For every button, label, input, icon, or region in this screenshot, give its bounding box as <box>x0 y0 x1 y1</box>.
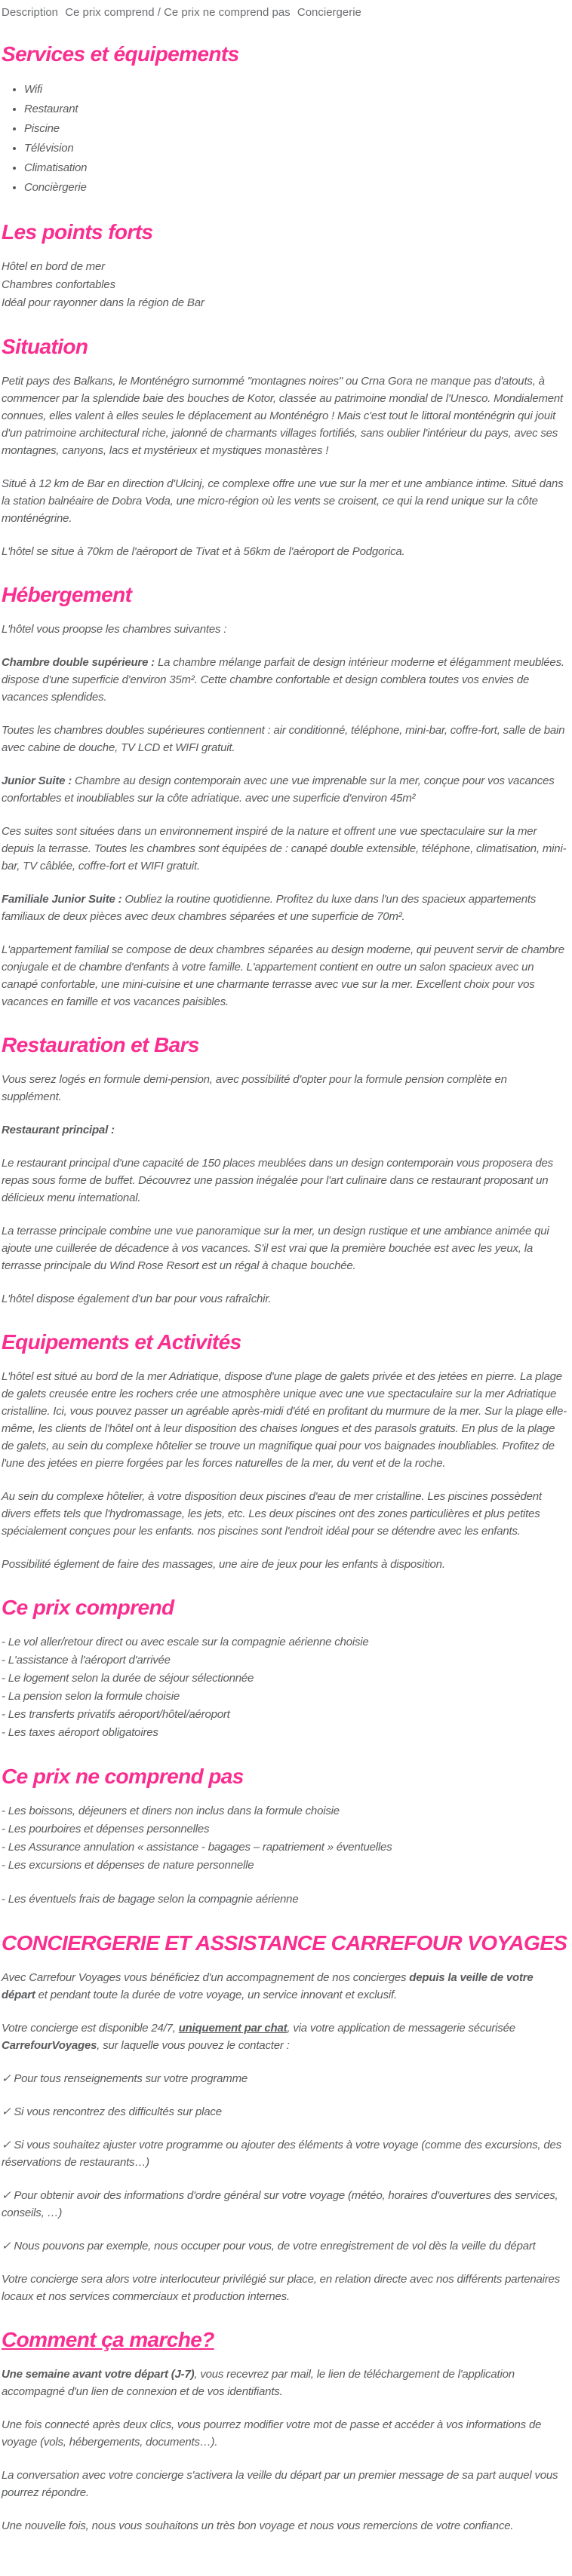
text-run: Une semaine avant votre départ (J-7) <box>2 2368 195 2381</box>
text-run: L'hôtel est situé au bord de la mer Adriatique, dispose d'une plage de galets privée et des jetées en pierre. La plage de galets creusée entre les rochers crée une atmosphère unique avec une vue spectaculaire sur la mer Adriatique cristalline. Ici, vous pouvez passer un agréable après-midi d'été en profitant du murmure de la mer. Sur la plage elle-même, les clients de l'hôtel ont à leur disposition des chaises longues et des parasols gratuits. En plus de la plage de galets, au sein du complexe hôtelier se trouve un magnifique quai pour vos baignades inoubliables. Profitez de l'une des jetées en pierre forgées par les forces naturelles de la mer, du vent et de la roche. <box>2 1370 567 1470</box>
paragraph <box>2 823 567 875</box>
section-heading: Ce prix comprend <box>2 1596 174 1619</box>
paragraph <box>2 1556 567 1573</box>
text-run: L'hôtel vous proopse les chambres suivantes : <box>2 623 227 636</box>
text-line: - Les éventuels frais de bagage selon la compagnie aérienne <box>2 1893 299 1906</box>
text-run: Situé à 12 km de Bar en direction d'Ulcinj, ce complexe offre une vue sur la mer et une ambiance intime. Situé dans la station balnéaire de Dobra Voda, une micro-région où les vents se croisent, ce qui la rend unique sur la côte monténégrine. <box>2 477 564 525</box>
paragraph <box>2 891 567 925</box>
text-run: Junior Suite : <box>2 774 72 787</box>
text-run: Chambre double supérieure : <box>2 656 155 669</box>
text-run: Une fois connecté après deux clics, vous pourrez modifier votre mot de passe et accéder à vos informations de voyage (vols, hébergements, documents…). <box>2 2418 542 2449</box>
bullet-item: • Restaurant <box>24 100 567 119</box>
paragraph <box>2 2019 567 2054</box>
paragraph <box>2 621 567 638</box>
line-group <box>2 1633 567 1742</box>
text-run: , vous recevrez par mail, le lien de téléchargement de l'application accompagné d'un lien de connexion et de vos identifiants. <box>2 2368 515 2398</box>
paragraph <box>2 475 567 527</box>
text-line: - L'assistance à l'aéroport d'arrivée <box>2 1654 171 1667</box>
paragraph <box>2 373 567 459</box>
text-line: - Les pourboires et dépenses personnelles <box>2 1823 210 1835</box>
text-run: Toutes les chambres doubles supérieures contiennent : air conditionné, téléphone, mini-bar, coffre-fort, salle de bain avec cabine de douche, TV LCD et WIFI gratuit. <box>2 724 565 754</box>
bullet-item: • Piscine <box>24 119 567 139</box>
text-line: - Les taxes aéroport obligatoires <box>2 1726 158 1739</box>
text-line: - Les transferts privatifs aéroport/hôtel/aéroport <box>2 1708 230 1721</box>
paragraph <box>2 2416 567 2451</box>
text-run: , via votre application de messagerie sécurisée <box>287 2022 515 2035</box>
text-run: L'hôtel dispose également d'un bar pour vous rafraîchir. <box>2 1293 272 1305</box>
text-run: Ces suites sont situées dans un environnement inspiré de la nature et offrent une vue spectaculaire sur la mer depuis la terrasse. Toutes les chambres sont équipées de : canapé double extensible, téléphone, climatisation, mini-bar, TV câblée, coffre-fort et WIFI gratuit. <box>2 825 567 872</box>
paragraph <box>2 1071 567 1106</box>
text-run: , sur laquelle vous pouvez le contacter : <box>97 2039 290 2052</box>
text-line: - Les boissons, déjeuners et diners non inclus dans la formule choisie <box>2 1805 340 1817</box>
text-run: ✓ Nous pouvons par exemple, nous occuper pour vous, de votre enregistrement de vol dès la veille du départ <box>2 2240 536 2252</box>
tab-description[interactable]: Description <box>2 6 59 19</box>
paragraph <box>2 1368 567 1472</box>
paragraph <box>2 1121 567 1139</box>
section-heading: Services et équipements <box>2 42 239 66</box>
text-line: - Les excursions et dépenses de nature personnelle <box>2 1859 254 1872</box>
section-heading: Equipements et Activités <box>2 1330 241 1354</box>
text-run: ✓ Si vous souhaitez ajuster votre programme ou ajouter des éléments à votre voyage (comme des excursions, des réservations de restaurants…) <box>2 2139 561 2169</box>
section-heading: Les points forts <box>2 220 153 244</box>
bullet-item: • Climatisation <box>24 158 567 178</box>
text-run: La terrasse principale combine une vue panoramique sur la mer, un design rustique et une ambiance animée qui ajoute une cuillerée de décadence à vos vacances. S'il est vrai que la première bouchée est avec les yeux, la terrasse principale du Wind Rose Resort est un régal à chaque bouchée. <box>2 1225 549 1272</box>
paragraph <box>2 2070 567 2087</box>
text-line: - La pension selon la formule choisie <box>2 1690 180 1703</box>
paragraph <box>2 2271 567 2305</box>
text-run: L'hôtel se situe à 70km de l'aéroport de Tivat et à 56km de l'aéroport de Podgorica. <box>2 545 405 558</box>
paragraph <box>2 2517 567 2535</box>
section-heading: Ce prix ne comprend pas <box>2 1765 244 1788</box>
text-run: ✓ Pour tous renseignements sur votre programme <box>2 2072 248 2085</box>
text-line: - Les Assurance annulation « assistance - bagages – rapatriement » éventuelles <box>2 1841 392 1854</box>
paragraph <box>2 543 567 560</box>
paragraph <box>2 2237 567 2255</box>
text-run: Oubliez la routine quotidienne. Profitez du luxe dans l'un des spacieux appartements familiaux de deux pièces avec deux chambres séparées et une superficie de 70m². <box>2 893 537 923</box>
text-run: Votre concierge sera alors votre interlocuteur privilégié sur place, en relation directe avec nos différents partenaires locaux et nos services commerciaux et production internes. <box>2 2273 561 2303</box>
text-line: Idéal pour rayonner dans la région de Bar <box>2 296 205 309</box>
bullet-item: • Télévision <box>24 139 567 158</box>
paragraph <box>2 2366 567 2400</box>
paragraph <box>2 1969 567 2004</box>
text-run: Possibilité églement de faire des massages, une aire de jeux pour les enfants à disposition. <box>2 1558 445 1571</box>
paragraph <box>2 654 567 706</box>
text-run: Vous serez logés en formule demi-pension, avec possibilité d'opter pour la formule pension complète en supplément. <box>2 1073 507 1103</box>
text-line: - Le logement selon la durée de séjour sélectionnée <box>2 1672 254 1685</box>
paragraph <box>2 2187 567 2222</box>
text-run: CarrefourVoyages <box>2 2039 97 2052</box>
paragraph <box>2 2136 567 2171</box>
text-run: La chambre mélange parfait de design intérieur moderne et élégamment meublées. dispose d'une superficie d'environ 35m². Cette chambre confortable et design comblera toutes vos envies de vacances splendides. <box>2 656 564 704</box>
section-heading: Restauration et Bars <box>2 1033 199 1056</box>
tab-conciergerie[interactable]: Conciergerie <box>297 6 361 19</box>
text-run: Une nouvelle fois, nous vous souhaitons un très bon voyage et nous vous remercions de votre confiance. <box>2 2519 514 2532</box>
paragraph <box>2 772 567 807</box>
line-group <box>2 258 567 312</box>
text-run: Petit pays des Balkans, le Monténégro surnommé "montagnes noires" ou Crna Gora ne manque pas d'atouts, à commencer par la splendide baie des bouches de Kotor, classée au patrimoine mondial de l'Unesco. Mondialement connues, elles valent à elles seules le déplacement au Monténégro ! Mais c'est tout le littoral monténégrin qui jouit d'un patrimoine architectural riche, jalonné de charmants villages fortifiés, sans oublier l'intérieur du pays, avec ses montagnes, canyons, lacs et mystérieux et mystiques monastères ! <box>2 375 564 457</box>
section-heading: CONCIERGERIE ET ASSISTANCE CARREFOUR VOYAGES <box>2 1931 567 1955</box>
text-run: Chambre au design contemporain avec une vue imprenable sur la mer, conçue pour vos vacances confortables et inoubliables sur la côte adriatique. avec une superficie d'environ 45m² <box>2 774 555 805</box>
paragraph <box>2 722 567 756</box>
text-run: ✓ Si vous rencontrez des difficultés sur place <box>2 2105 222 2118</box>
text-run: Au sein du complexe hôtelier, à votre disposition deux piscines d'eau de mer cristalline. Les piscines possèdent divers effets tels que l'hydromassage, les jets, etc. Les deux piscines ont des zones particulières et plus petites spécialement conçues pour les enfants. nos piscines sont l'endroit idéal pour se détendre avec les enfants. <box>2 1490 542 1538</box>
text-run: Familiale Junior Suite : <box>2 893 122 906</box>
bullet-item: • Concièrgerie <box>24 178 567 198</box>
paragraph <box>2 2467 567 2501</box>
text-line: Chambres confortables <box>2 278 115 291</box>
text-run: uniquement par chat <box>178 2022 288 2035</box>
text-run: ✓ Pour obtenir avoir des informations d'ordre général sur votre voyage (météo, horaires d'ouvertures des services, conseils, …) <box>2 2189 558 2219</box>
bullet-item: • Wifi <box>24 80 567 100</box>
paragraph <box>2 2103 567 2121</box>
text-run: depuis la veille de votre départ <box>2 1971 534 2001</box>
section-heading: Hébergement <box>2 583 132 606</box>
text-run: et pendant toute la durée de votre voyage, un service innovant et exclusif. <box>35 1989 397 2001</box>
paragraph <box>2 1290 567 1308</box>
line-group <box>2 1802 567 1875</box>
paragraph <box>2 1488 567 1540</box>
document-body <box>2 42 567 2535</box>
text-run: Avec Carrefour Voyages vous bénéficiez d'un accompagnement de nos concierges <box>2 1971 410 1984</box>
text-line: Hôtel en bord de mer <box>2 260 105 273</box>
text-run: Restaurant principal : <box>2 1124 115 1136</box>
section-heading: Situation <box>2 335 88 358</box>
text-run: Le restaurant principal d'une capacité de 150 places meublées dans un design contemporain vous proposera des repas sous forme de buffet. Découvrez une passion inégalée pour l'art culinaire dans ce restaurant proposant un délicieux menu international. <box>2 1157 553 1204</box>
paragraph <box>2 1155 567 1207</box>
paragraph <box>2 1222 567 1274</box>
text-run: La conversation avec votre concierge s'activera la veille du départ par un premier message de sa part auquel vous pourrez répondre. <box>2 2469 558 2499</box>
tab-prix-comprend[interactable]: Ce prix comprend / Ce prix ne comprend pas <box>65 6 291 19</box>
line-group <box>2 1891 567 1909</box>
text-line: - Le vol aller/retour direct ou avec escale sur la compagnie aérienne choisie <box>2 1636 369 1648</box>
bullet-list <box>2 80 567 198</box>
section-heading: Comment ça marche? <box>2 2328 214 2351</box>
text-run: Votre concierge est disponible 24/7, <box>2 2022 179 2035</box>
section-tabs <box>2 6 567 20</box>
paragraph <box>2 941 567 1010</box>
text-run: L'appartement familial se compose de deux chambres séparées au design moderne, qui peuvent servir de chambre conjugale et de chambre d'enfants à votre famille. L'appartement contient en outre un salon spacieux avec un canapé confortable, une mini-cuisine et une charmante terrasse avec vue sur la mer. Excellent choix pour vos vacances en famille et vos vacances paisibles. <box>2 943 564 1008</box>
